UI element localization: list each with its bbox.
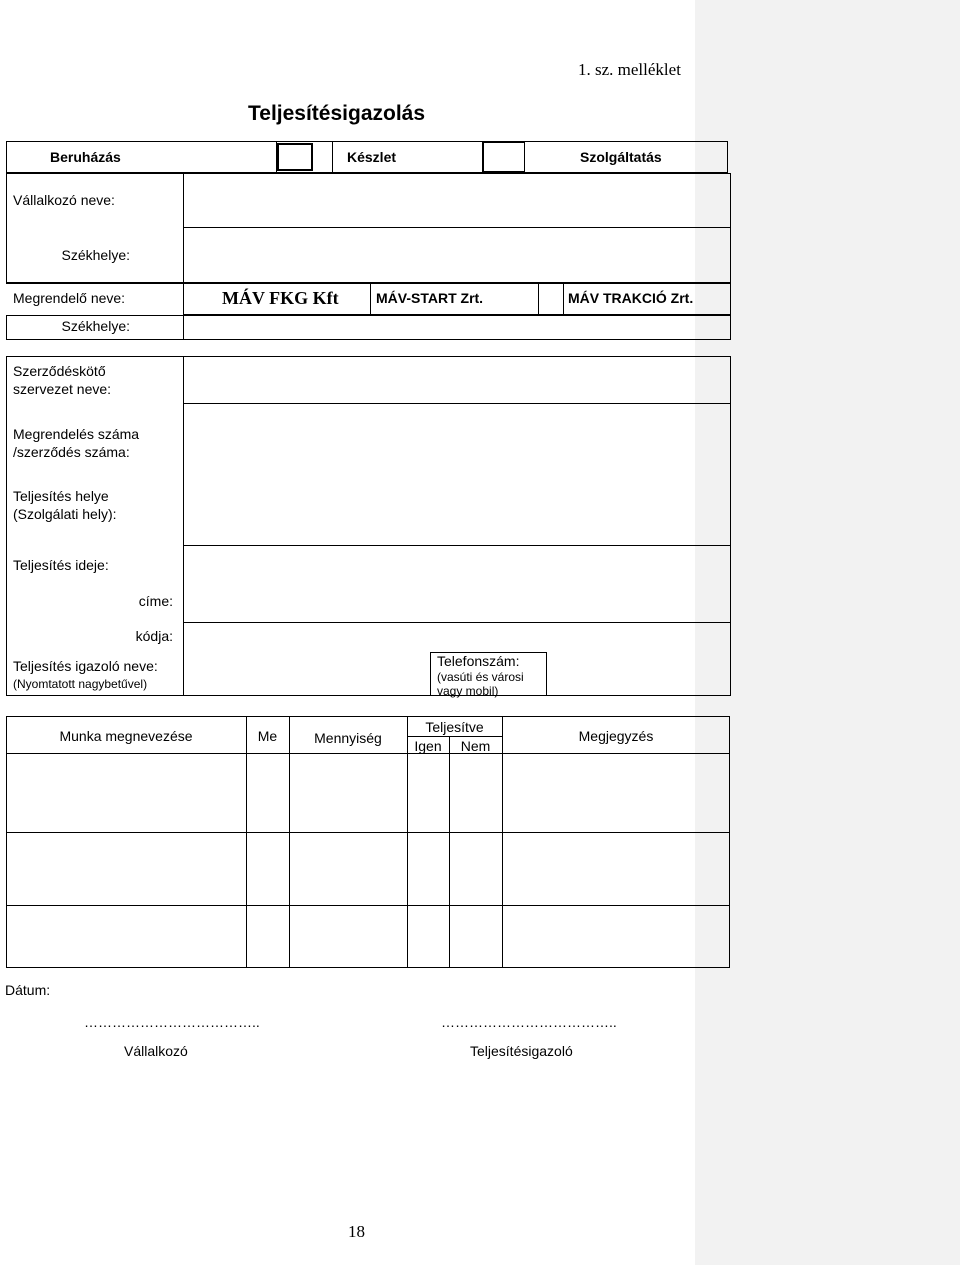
date-label: Dátum: xyxy=(5,982,51,998)
col-done-header: Teljesítve xyxy=(425,719,484,735)
page-number: 18 xyxy=(348,1222,365,1241)
certifier-name-sub: (Nyomtatott nagybetűvel) xyxy=(13,677,148,691)
beruhazas-label: Beruházás xyxy=(50,149,121,165)
contractor-name-field[interactable] xyxy=(184,174,730,226)
customer-option-mav-trakcio[interactable]: MÁV TRAKCIÓ Zrt. xyxy=(568,290,694,306)
place-label-2: (Szolgálati hely): xyxy=(13,506,117,522)
completion-date-label: Teljesítés ideje: xyxy=(13,557,109,573)
table-row[interactable] xyxy=(7,754,729,831)
keszlet-label: Készlet xyxy=(347,149,397,165)
customer-seat-label: Székhelye: xyxy=(61,318,130,334)
order-number-label-1: Megrendelés száma xyxy=(13,426,140,442)
customer-option-mav-fkg[interactable]: MÁV FKG Kft xyxy=(222,288,339,308)
customer-seat-field[interactable] xyxy=(184,316,730,339)
contractor-seat-field[interactable] xyxy=(184,228,730,282)
place-label-1: Teljesítés helye xyxy=(13,488,109,504)
col-yes-header: Igen xyxy=(414,738,442,754)
beruhazas-checkbox[interactable] xyxy=(277,143,313,171)
contracting-org-field[interactable] xyxy=(184,357,730,402)
certifier-name-label: Teljesítés igazoló neve: xyxy=(13,658,158,674)
order-number-field[interactable] xyxy=(184,404,730,476)
contracting-org-label-1: Szerződéskötő xyxy=(13,363,106,379)
contractor-seat-label: Székhelye: xyxy=(61,247,130,263)
contractor-name-label: Vállalkozó neve: xyxy=(13,192,115,208)
phone-field[interactable] xyxy=(547,653,730,695)
completion-date-field[interactable] xyxy=(184,546,730,586)
phone-sub-1: (vasúti és városi xyxy=(437,670,524,684)
col-no-header: Nem xyxy=(460,738,491,754)
col-unit-header: Me xyxy=(257,728,278,744)
certifier-name-field[interactable] xyxy=(184,653,429,695)
table-row[interactable] xyxy=(7,906,729,967)
right-margin-band xyxy=(695,0,960,1265)
customer-option-mav-start[interactable]: MÁV-START Zrt. xyxy=(376,290,484,306)
signature-label-certifier: Teljesítésigazoló xyxy=(470,1043,573,1059)
code-label: kódja: xyxy=(135,628,173,644)
keszlet-checkbox[interactable] xyxy=(483,142,525,172)
page-title: Teljesítésigazolás xyxy=(248,102,426,125)
address-field[interactable] xyxy=(184,587,730,621)
annex-label: 1. sz. melléklet xyxy=(578,60,681,79)
phone-label: Telefonszám: xyxy=(437,653,520,669)
signature-line-right: ……………………………….. xyxy=(441,1014,617,1030)
signature-label-contractor: Vállalkozó xyxy=(124,1043,188,1059)
table-row[interactable] xyxy=(7,833,729,904)
szolgaltatas-label: Szolgáltatás xyxy=(580,149,662,165)
col-note-header: Megjegyzés xyxy=(578,728,654,744)
address-label: címe: xyxy=(138,593,173,609)
customer-name-label: Megrendelő neve: xyxy=(13,290,126,306)
col-qty-header: Mennyiség xyxy=(314,730,382,746)
col-work-header: Munka megnevezése xyxy=(59,728,193,744)
order-number-label-2: /szerződés száma: xyxy=(13,444,130,460)
signature-line-left: ……………………………….. xyxy=(84,1014,260,1030)
place-field[interactable] xyxy=(184,477,730,544)
phone-sub-2: vagy mobil) xyxy=(437,684,499,698)
contracting-org-label-2: szervezet neve: xyxy=(13,381,112,397)
code-field[interactable] xyxy=(184,623,730,651)
